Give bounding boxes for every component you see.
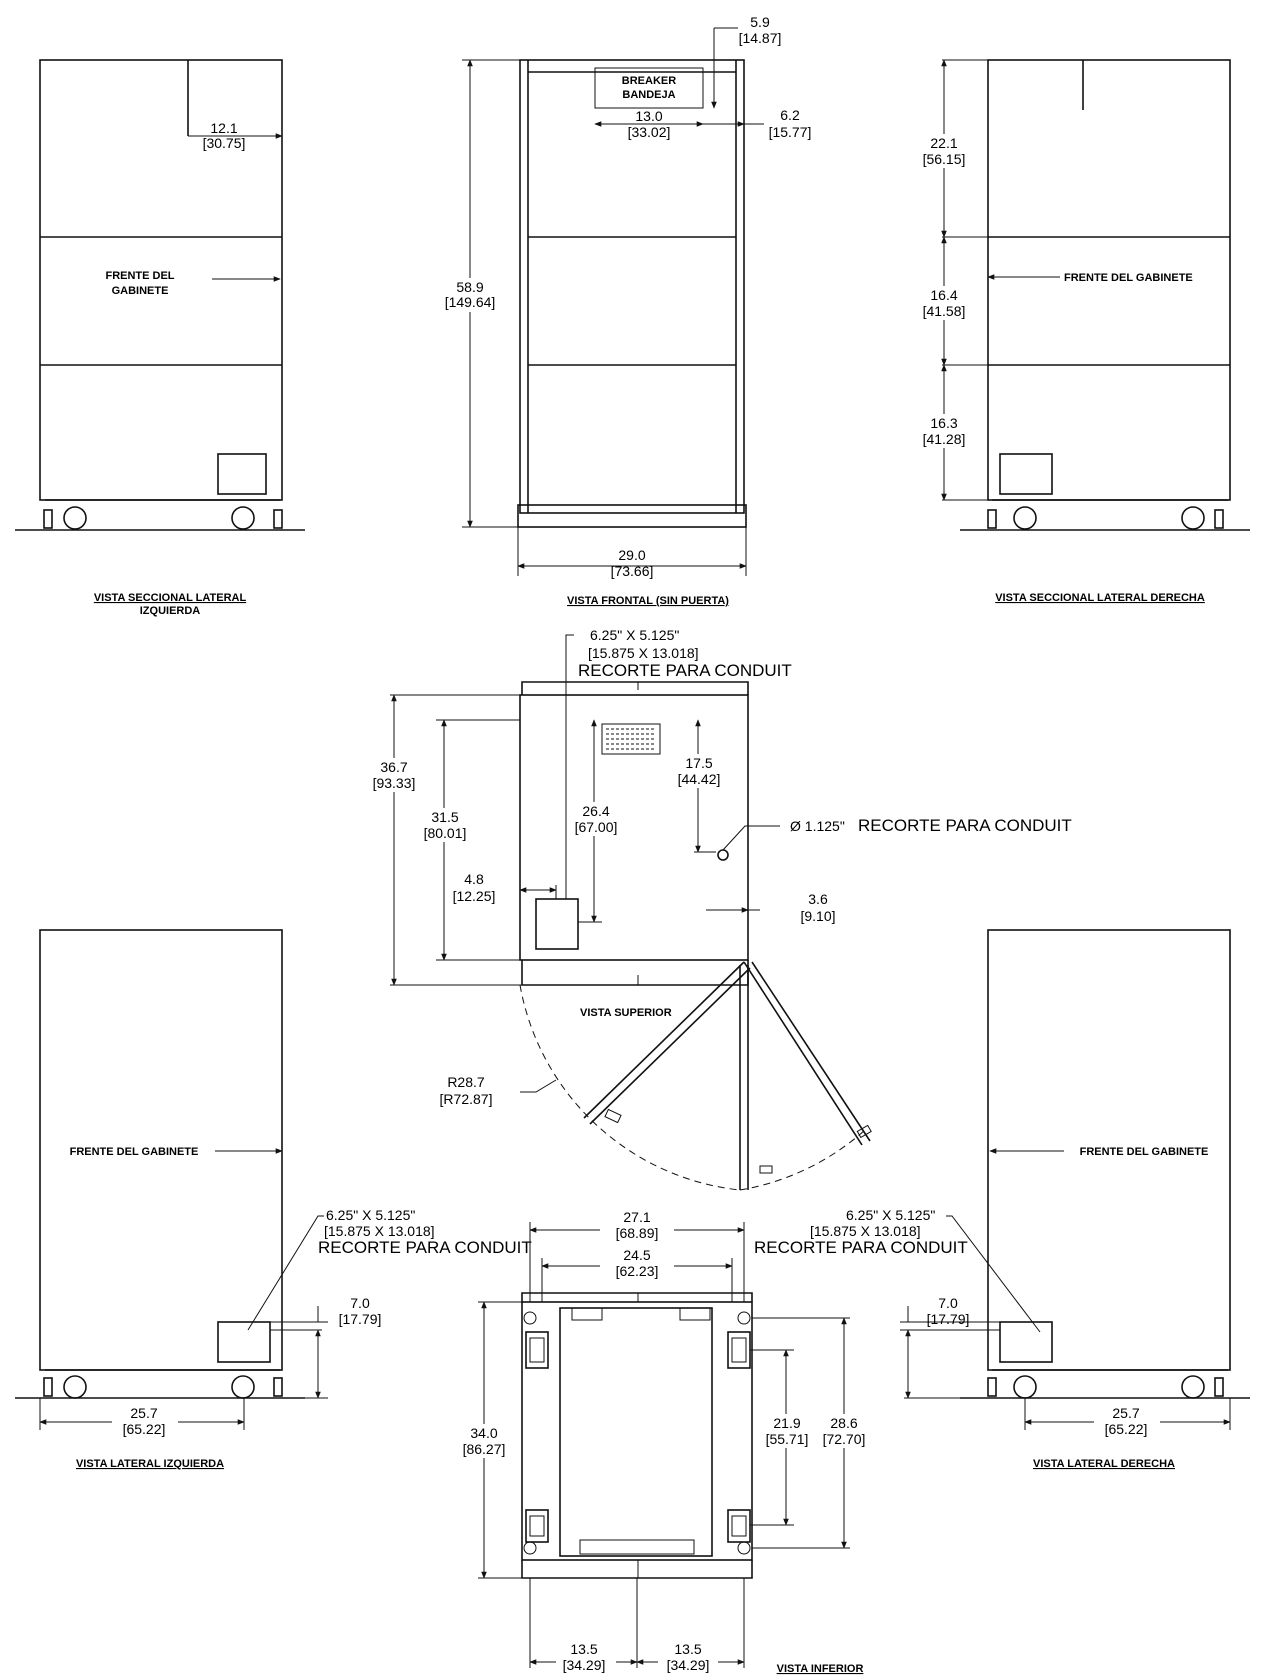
bottom-dim-outer-w: 27.1 (623, 1209, 651, 1225)
right-section-dim-1-metric: [56.15] (922, 151, 966, 167)
left-side-cutout-size-metric: [15.875 X 13.018] (324, 1223, 435, 1239)
right-section-dim-2-metric: [41.58] (922, 303, 966, 319)
top-round-cutout-label: RECORTE PARA CONDUIT (858, 816, 1072, 835)
front-dim-height: 58.9 (456, 279, 484, 295)
bottom-dim-half-l-metric: [34.29] (562, 1657, 606, 1673)
bottom-dim-half-r-metric: [34.29] (666, 1657, 710, 1673)
top-cutout-size-metric: [15.875 X 13.018] (588, 645, 699, 661)
left-section-front-label-2: GABINETE (111, 285, 169, 297)
bottom-dim-half-r: 13.5 (674, 1641, 702, 1657)
bottom-dim-inner-w: 24.5 (623, 1247, 651, 1263)
left-sectional-view (15, 60, 305, 617)
right-section-caption: VISTA SECCIONAL LATERAL DERECHA (995, 592, 1205, 604)
left-side-dim-h-metric: [17.79] (338, 1311, 382, 1327)
right-side-cutout-size: 6.25" X 5.125" (846, 1207, 936, 1223)
left-side-dim-h: 7.0 (350, 1295, 370, 1311)
left-section-caption-2: IZQUIERDA (139, 605, 201, 617)
front-dim-height-metric: [149.64] (444, 294, 496, 310)
front-dim-tray-metric: [33.02] (627, 124, 671, 140)
top-dim-hole-y: 17.5 (685, 755, 713, 771)
top-dim-hole-x: 3.6 (808, 891, 828, 907)
bottom-dim-caster-d: 28.6 (830, 1415, 858, 1431)
top-cutout-label: RECORTE PARA CONDUIT (578, 661, 792, 680)
top-door-radius-metric: [R72.87] (439, 1091, 493, 1107)
bottom-dim-outer-w-metric: [68.89] (615, 1225, 659, 1241)
right-side-cutout-label: RECORTE PARA CONDUIT (754, 1238, 968, 1257)
top-cutout-size: 6.25" X 5.125" (590, 627, 680, 643)
left-side-caption: VISTA LATERAL IZQUIERDA (75, 1458, 225, 1470)
front-dim-side: 6.2 (780, 107, 800, 123)
top-dim-cut-x-metric: [12.25] (452, 888, 496, 904)
front-tray-label-2: BANDEJA (622, 89, 676, 101)
bottom-dim-inner-w-metric: [62.23] (615, 1263, 659, 1279)
front-dim-tray: 13.0 (635, 108, 663, 124)
top-door-radius: R28.7 (447, 1074, 485, 1090)
bottom-dim-half-l: 13.5 (570, 1641, 598, 1657)
left-side-front-label: FRENTE DEL GABINETE (69, 1146, 199, 1158)
top-dim-hole-x-metric: [9.10] (800, 908, 836, 924)
bottom-view (452, 1208, 876, 1674)
front-caption: VISTA FRONTAL (SIN PUERTA) (567, 595, 729, 607)
right-side-cutout-size-metric: [15.875 X 13.018] (810, 1223, 921, 1239)
bottom-dim-inner-d-metric: [55.71] (765, 1431, 809, 1447)
front-dim-width-metric: [73.66] (610, 563, 654, 579)
front-dim-top-metric: [14.87] (738, 30, 782, 46)
top-round-cutout: Ø 1.125" (790, 818, 845, 834)
right-side-dim-w: 25.7 (1112, 1405, 1140, 1421)
left-section-front-label-1: FRENTE DEL (105, 270, 175, 282)
right-section-dim-2: 16.4 (930, 287, 958, 303)
front-dim-width: 29.0 (618, 547, 646, 563)
top-dim-inner-metric: [80.01] (423, 825, 467, 841)
left-side-cutout-size: 6.25" X 5.125" (326, 1207, 416, 1223)
top-caption: VISTA SUPERIOR (580, 1007, 672, 1019)
right-side-dim-h-metric: [17.79] (926, 1311, 970, 1327)
left-side-cutout-label: RECORTE PARA CONDUIT (318, 1238, 532, 1257)
right-side-caption: VISTA LATERAL DERECHA (1033, 1458, 1175, 1470)
right-side-view (754, 930, 1250, 1470)
bottom-dim-depth: 34.0 (470, 1425, 498, 1441)
bottom-dim-caster-d-metric: [72.70] (822, 1431, 866, 1447)
right-side-dim-w-metric: [65.22] (1104, 1421, 1148, 1437)
bottom-dim-inner-d: 21.9 (773, 1415, 801, 1431)
top-dim-cut-y: 26.4 (582, 803, 610, 819)
right-sectional-view (914, 60, 1250, 604)
top-dim-hole-y-metric: [44.42] (677, 771, 721, 787)
left-section-dim-a-metric: [30.75] (202, 135, 246, 151)
front-dim-side-metric: [15.77] (768, 124, 812, 140)
top-dim-inner: 31.5 (431, 809, 459, 825)
bottom-caption: VISTA INFERIOR (776, 1663, 864, 1675)
top-dim-depth: 36.7 (380, 759, 408, 775)
top-view (362, 627, 1072, 1190)
top-dim-depth-metric: [93.33] (372, 775, 416, 791)
front-view (436, 14, 811, 607)
right-section-dim-1: 22.1 (930, 135, 958, 151)
bottom-dim-depth-metric: [86.27] (462, 1441, 506, 1457)
left-side-view (15, 930, 532, 1470)
front-tray-label-1: BREAKER (621, 75, 677, 87)
right-section-dim-3: 16.3 (930, 415, 958, 431)
right-side-dim-h: 7.0 (938, 1295, 958, 1311)
top-dim-cut-y-metric: [67.00] (574, 819, 618, 835)
front-dim-top: 5.9 (750, 14, 770, 30)
left-side-dim-w-metric: [65.22] (122, 1421, 166, 1437)
left-section-caption-1: VISTA SECCIONAL LATERAL (93, 592, 247, 604)
right-side-front-label: FRENTE DEL GABINETE (1079, 1146, 1209, 1158)
right-section-front-label: FRENTE DEL GABINETE (1064, 272, 1193, 284)
left-side-dim-w: 25.7 (130, 1405, 158, 1421)
left-section-dim-a: 12.1 (210, 120, 238, 136)
top-dim-cut-x: 4.8 (464, 871, 484, 887)
right-section-dim-3-metric: [41.28] (922, 431, 966, 447)
